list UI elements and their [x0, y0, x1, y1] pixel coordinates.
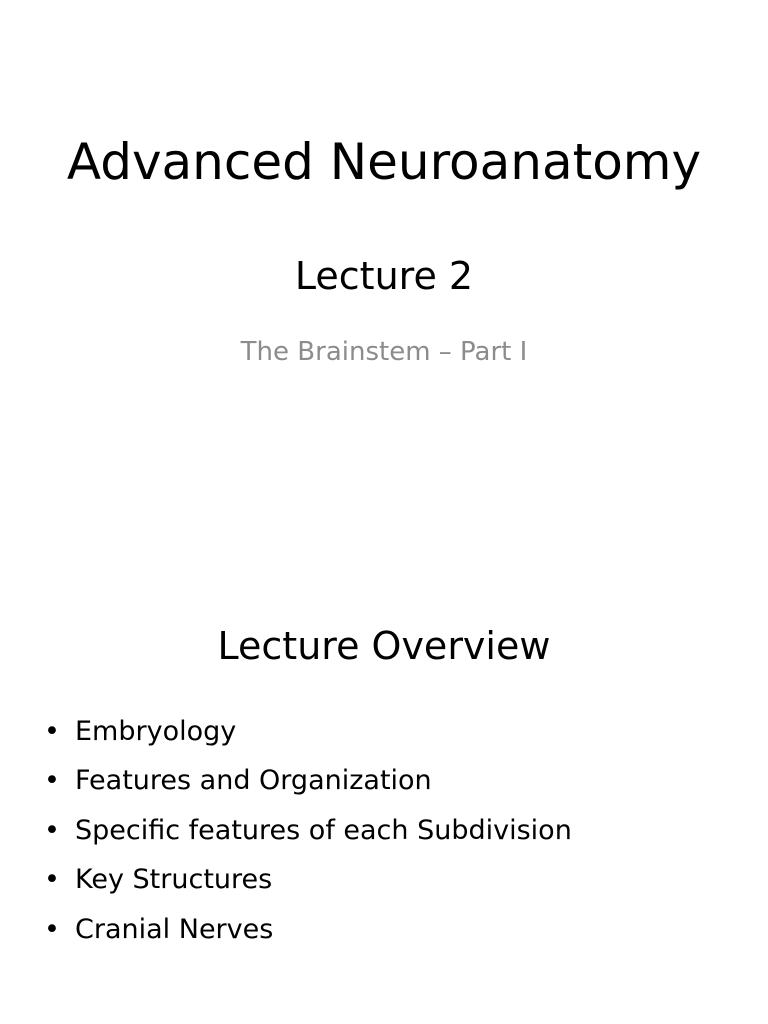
- lecture-number: Lecture 2: [294, 254, 474, 298]
- bullet-text: Embryology: [75, 716, 237, 747]
- bullet-icon: •: [44, 864, 60, 896]
- overview-title: Lecture Overview: [217, 624, 551, 668]
- slide-title: Advanced Neuroanatomy: [66, 133, 702, 191]
- bullet-text: Specific features of each Subdivision: [75, 814, 572, 846]
- bullet-icon: •: [44, 765, 60, 797]
- bullet-text: Features and Organization: [75, 765, 432, 797]
- bullet-text: Cranial Nerves: [75, 913, 274, 945]
- slide-subtitle: The Brainstem – Part I: [240, 337, 528, 367]
- bullet-icon: •: [44, 716, 60, 747]
- bullet-text: Key Structures: [75, 864, 273, 896]
- overview-slide: [0, 512, 768, 1024]
- bullet-icon: •: [44, 814, 60, 846]
- bullet-icon: •: [44, 913, 60, 945]
